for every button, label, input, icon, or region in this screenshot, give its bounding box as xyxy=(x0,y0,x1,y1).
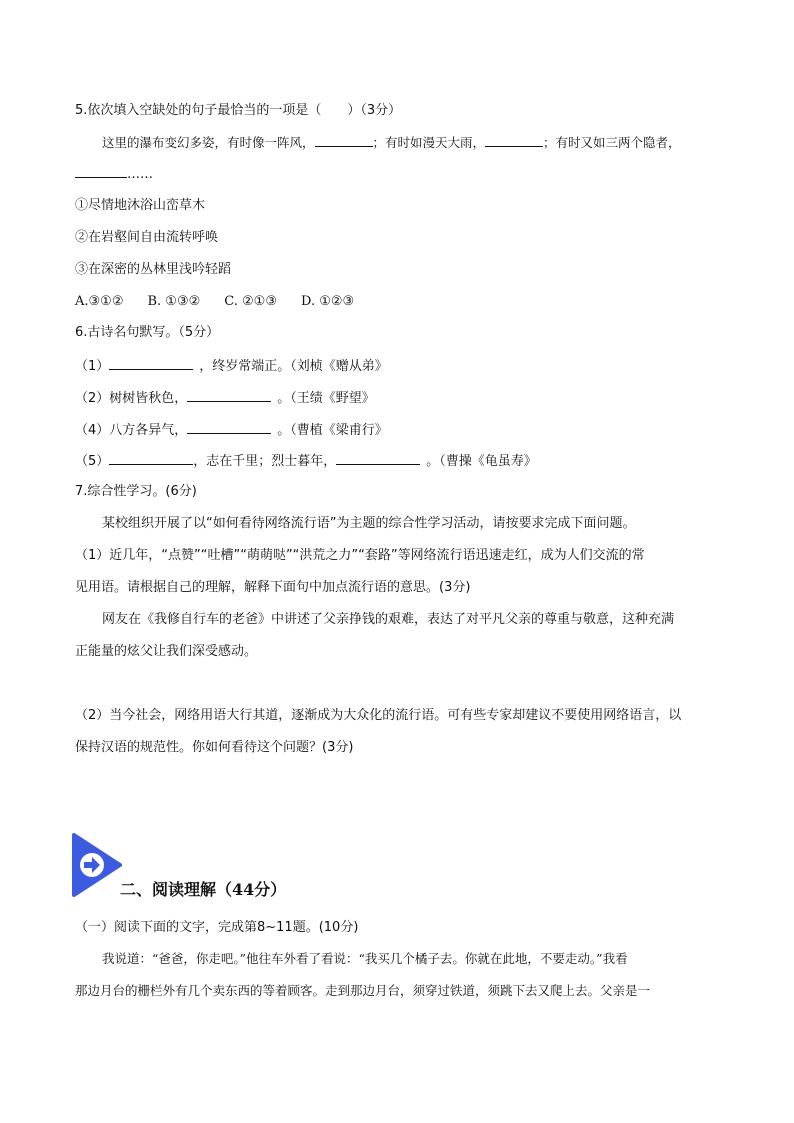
q6-blank-5[interactable] xyxy=(336,450,420,465)
q6-l2-text: （2）树树皆秋色， xyxy=(75,391,188,406)
q6-l1-text: ，终岁常端正。（刘桢《赠从弟》 xyxy=(199,359,388,374)
q6-l3-text: （4）八方各异气， xyxy=(75,423,188,438)
q7-intro: 某校组织开展了以“如何看待网络流行语”为主题的综合性学习活动，请按要求完成下面问题。 xyxy=(102,516,636,531)
q5-blank-1[interactable] xyxy=(315,132,373,147)
q5-option-3: ③在深密的丛林里浅吟轻蹈 xyxy=(75,262,232,277)
q5-option-1: ①尽情地沐浴山峦草木 xyxy=(75,198,206,213)
q5-choice-c[interactable]: C. ②①③ xyxy=(224,294,277,309)
q5-blank-3[interactable] xyxy=(75,163,127,178)
reading-line-2: 那边月台的栅栏外有几个卖东西的等着顾客。走到那边月台，须穿过铁道，须跳下去又爬上去。父亲是一 xyxy=(75,983,651,998)
q7-title: 7.综合性学习。(6分) xyxy=(75,484,197,499)
q7-part1-line1: （1）近几年，“点赞”“吐槽”“萌萌哒”“洪荒之力”“套路”等网络流行语迅速走红，成为人们交流的常 xyxy=(75,548,645,563)
q6-line-1 xyxy=(75,355,388,377)
q5-stem-c: ；有时又如三两个隐者， xyxy=(543,135,681,150)
q5-stem-end: …… xyxy=(127,167,153,182)
q6-blank-2[interactable] xyxy=(187,387,271,402)
q6-l2-end: 。（王绩《野望》 xyxy=(277,391,375,406)
q6-l4-mid: ，志在千里；烈士暮年， xyxy=(193,454,337,469)
q5-choice-d[interactable]: D. ①②③ xyxy=(300,294,355,309)
q6-l4-end: 。（曹操《龟虽寿》 xyxy=(426,454,537,469)
q5-stem-a: 这里的瀑布变幻多姿，有时像一阵风， xyxy=(102,135,315,150)
q6-blank-4[interactable] xyxy=(109,450,193,465)
q6-line-4 xyxy=(75,450,537,472)
q5-choices xyxy=(75,292,354,312)
q6-l3-end: 。（曹植《梁甫行》 xyxy=(277,423,388,438)
q6-title: 6.古诗名句默写。（5分） xyxy=(75,325,220,340)
q7-part2-line2: 保持汉语的规范性。你如何看待这个问题？(3分) xyxy=(75,740,354,755)
q7-part2-line1: （2）当今社会，网络用语大行其道，逐渐成为大众化的流行语。可有些专家却建议不要使用网络语言，以 xyxy=(75,708,682,723)
q6-line-3 xyxy=(75,419,388,441)
q5-blank-2[interactable] xyxy=(485,132,543,147)
q5-option-2: ②在岩壑间自由流转呼唤 xyxy=(75,230,219,245)
q5-title: 5.依次填入空缺处的句子最恰当的一项是（ ）（3分） xyxy=(75,103,402,118)
q6-blank-3[interactable] xyxy=(187,419,271,434)
q5-stem-line2 xyxy=(75,163,153,185)
q5-stem-b: ；有时如漫天大雨， xyxy=(372,135,486,150)
q6-l4-num: （5） xyxy=(75,454,110,469)
q7-part1-line2: 见用语。请根据自己的理解，解释下面句中加点流行语的意思。(3分) xyxy=(75,580,471,595)
reading-subtitle: （一）阅读下面的文字，完成第8~11题。(10分) xyxy=(75,920,359,935)
q6-line-2 xyxy=(75,387,375,409)
reading-line-1: 我说道：“爸爸，你走吧。”他往车外看了看说：“我买几个橘子去。你就在此地，不要走动。”我看 xyxy=(102,951,628,966)
q7-sentence-line1: 网友在《我修自行车的老爸》中讲述了父亲挣钱的艰难，表达了对平凡父亲的尊重与敬意，这种充满 xyxy=(102,612,675,627)
q7-sentence-line2: 正能量的炫父让我们深受感动。 xyxy=(75,644,258,659)
q5-choice-a[interactable]: A.③①② xyxy=(75,294,124,309)
q6-l1-num: （1） xyxy=(75,359,110,374)
q5-choice-b[interactable]: B. ①③② xyxy=(147,294,201,309)
q6-blank-1[interactable] xyxy=(109,355,193,370)
q5-stem-line1 xyxy=(102,132,681,153)
arrow-right-icon xyxy=(70,833,122,897)
section-title: 二、阅读理解（44分） xyxy=(120,880,287,899)
